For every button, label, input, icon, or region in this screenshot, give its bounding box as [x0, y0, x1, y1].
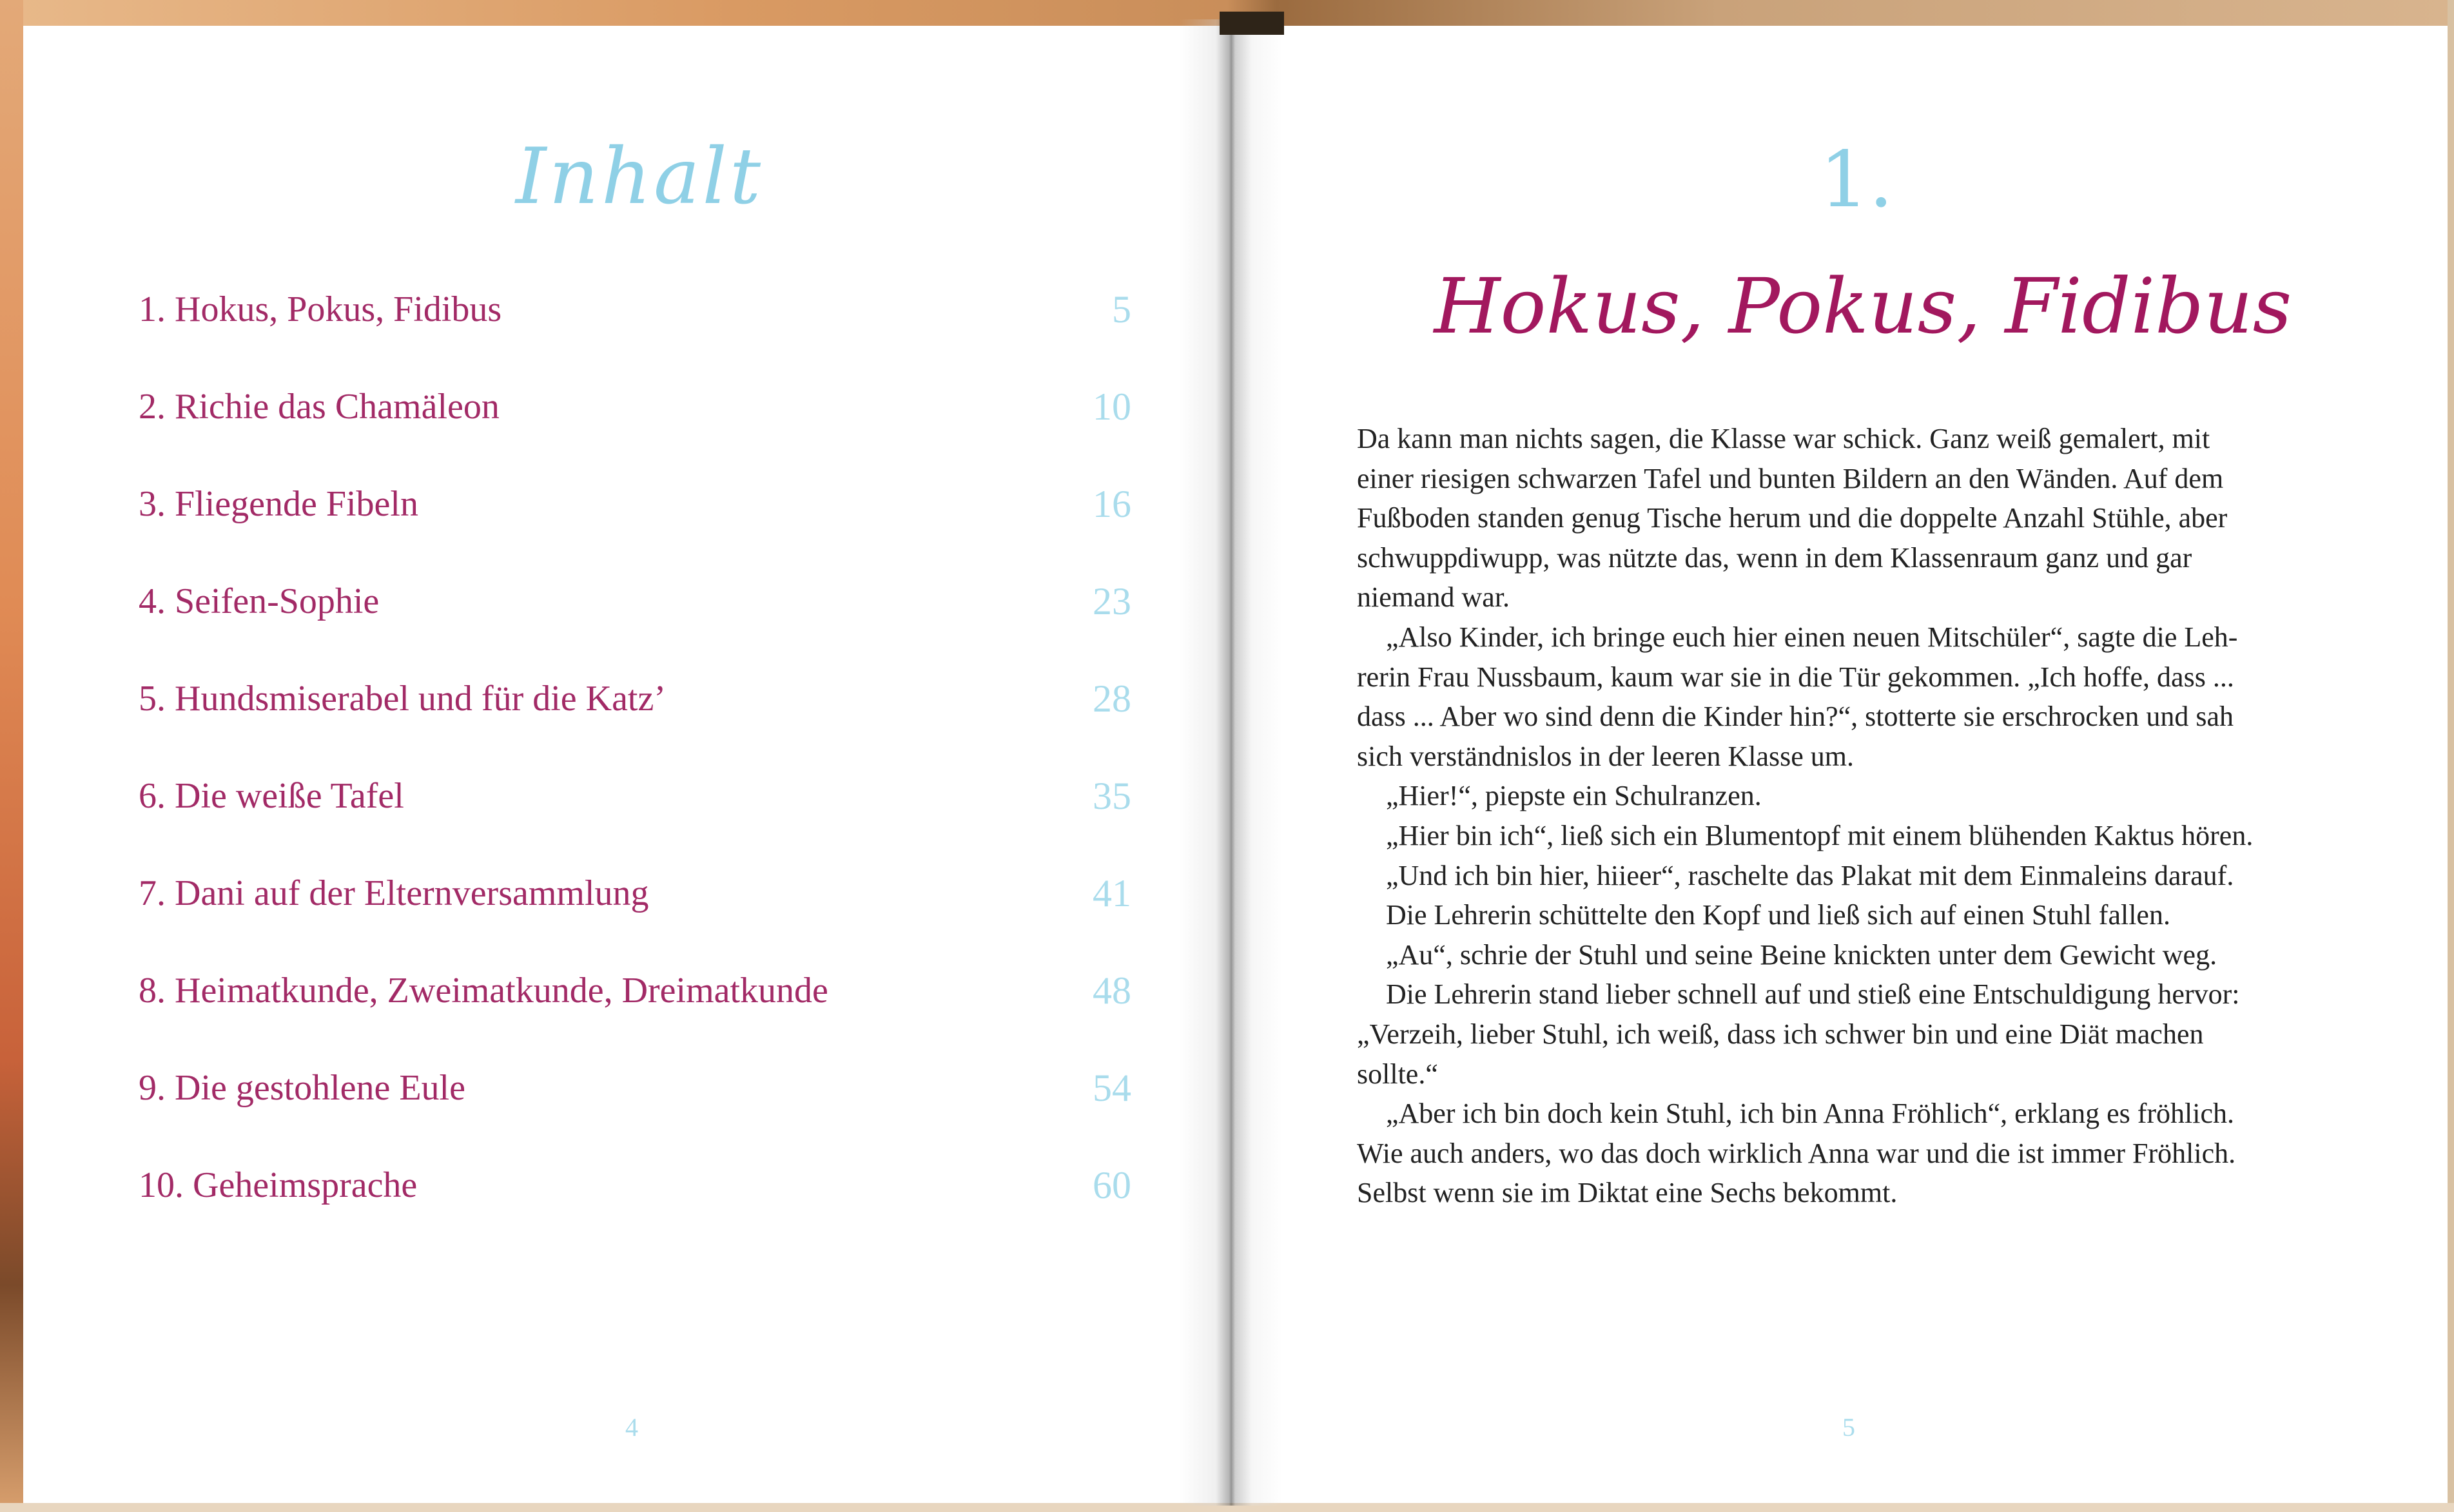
text-line: Fußboden standen genug Tische herum und die doppelte Anzahl Stühle, aber: [1357, 502, 2228, 534]
text-line: dass ... Aber wo sind denn die Kinder hin?“, stotterte sie erschrocken und sah: [1357, 701, 2234, 733]
toc-item-page: 60: [1093, 1164, 1131, 1207]
text-line: rerin Frau Nussbaum, kaum war sie in die Tür gekommen. „Ich hoffe, dass ...: [1357, 661, 2234, 693]
text-line: schwuppdiwupp, was nützte das, wenn in dem Klassenraum ganz und gar: [1357, 541, 2192, 574]
book-cover-edge-right: [2448, 0, 2454, 1512]
toc-heading: Inhalt: [516, 132, 764, 222]
toc-item-page: 28: [1093, 677, 1131, 720]
book-cover-edge-left: [0, 0, 23, 1512]
toc-item-title: 10. Geheimsprache: [139, 1165, 418, 1205]
toc-item-title: 9. Die gestohlene Eule: [139, 1068, 465, 1108]
toc-item: [139, 1159, 1131, 1257]
toc-item-title: 6. Die weiße Tafel: [139, 776, 404, 816]
chapter-number: 1.: [1819, 135, 1894, 225]
toc-item-title: 2. Richie das Chamäleon: [139, 387, 500, 427]
text-line: „Hier bin ich“, ließ sich ein Blumentopf mit einem blühenden Kaktus hören.: [1386, 819, 2254, 851]
toc-item-page: 10: [1093, 385, 1131, 428]
toc-item-page: 41: [1093, 872, 1131, 915]
text-line: sollte.“: [1357, 1058, 1438, 1090]
toc-list: [139, 284, 1131, 1257]
text-line: sich verständnislos in der leeren Klasse um.: [1357, 740, 1855, 772]
text-line: Die Lehrerin schüttelte den Kopf und ließ sich auf einen Stuhl fallen.: [1386, 899, 2170, 931]
toc-item-page: 35: [1093, 775, 1131, 817]
book-gutter-shadow: [1180, 19, 1283, 1506]
toc-item-page: 48: [1093, 969, 1131, 1012]
toc-item-title: 8. Heimatkunde, Zweimatkunde, Dreimatkunde: [139, 971, 828, 1011]
text-line: „Und ich bin hier, hiieer“, raschelte das Plakat mit dem Einmaleins darauf.: [1386, 859, 2234, 891]
text-line: Wie auch anders, wo das doch wirklich Anna war und die ist immer Fröhlich.: [1357, 1137, 2236, 1169]
toc-item: [139, 673, 1131, 770]
toc-item-title: 5. Hundsmiserabel und für die Katz’: [139, 679, 666, 719]
page-number-left: 4: [625, 1413, 638, 1442]
toc-item: [139, 478, 1131, 576]
text-line: „Also Kinder, ich bringe euch hier einen neuen Mitschüler“, sagte die Leh-: [1386, 621, 2238, 653]
toc-item: [139, 965, 1131, 1062]
text-line: „Verzeih, lieber Stuhl, ich weiß, dass ich schwer bin und eine Diät machen: [1357, 1018, 2204, 1050]
toc-item-page: 54: [1093, 1067, 1131, 1109]
toc-item: [139, 576, 1131, 673]
toc-item-page: 5: [1112, 288, 1131, 331]
chapter-title: Hokus, Pokus, Fidibus: [1434, 262, 2292, 351]
toc-item: [139, 381, 1131, 478]
text-line: Selbst wenn sie im Diktat eine Sechs bekommt.: [1357, 1177, 1898, 1209]
toc-item-title: 4. Seifen-Sophie: [139, 581, 380, 621]
text-line: Die Lehrerin stand lieber schnell auf und stieß eine Entschuldigung hervor:: [1386, 978, 2240, 1011]
page-number-right: 5: [1842, 1413, 1855, 1442]
toc-item-title: 7. Dani auf der Elternversammlung: [139, 873, 649, 913]
chapter-body-text: [1357, 419, 2350, 1213]
spine-top-edge: [1220, 12, 1284, 35]
text-line: „Au“, schrie der Stuhl und seine Beine knickten unter dem Gewicht weg.: [1386, 938, 2217, 971]
toc-item: [139, 1062, 1131, 1159]
text-line: „Aber ich bin doch kein Stuhl, ich bin Anna Fröhlich“, erklang es fröhlich.: [1386, 1098, 2235, 1130]
toc-item-title: 3. Fliegende Fibeln: [139, 484, 418, 524]
toc-item-page: 23: [1093, 580, 1131, 623]
text-line: Da kann man nichts sagen, die Klasse war schick. Ganz weiß gemalert, mit: [1357, 423, 2210, 454]
toc-item-title: 1. Hokus, Pokus, Fidibus: [139, 289, 502, 329]
text-line: einer riesigen schwarzen Tafel und bunten Bildern an den Wänden. Auf dem: [1357, 462, 2224, 494]
toc-item-page: 16: [1093, 483, 1131, 525]
toc-item: [139, 284, 1131, 381]
toc-item: [139, 867, 1131, 965]
text-line: niemand war.: [1357, 581, 1510, 614]
toc-item: [139, 770, 1131, 867]
text-line: „Hier!“, piepste ein Schulranzen.: [1386, 780, 1762, 812]
